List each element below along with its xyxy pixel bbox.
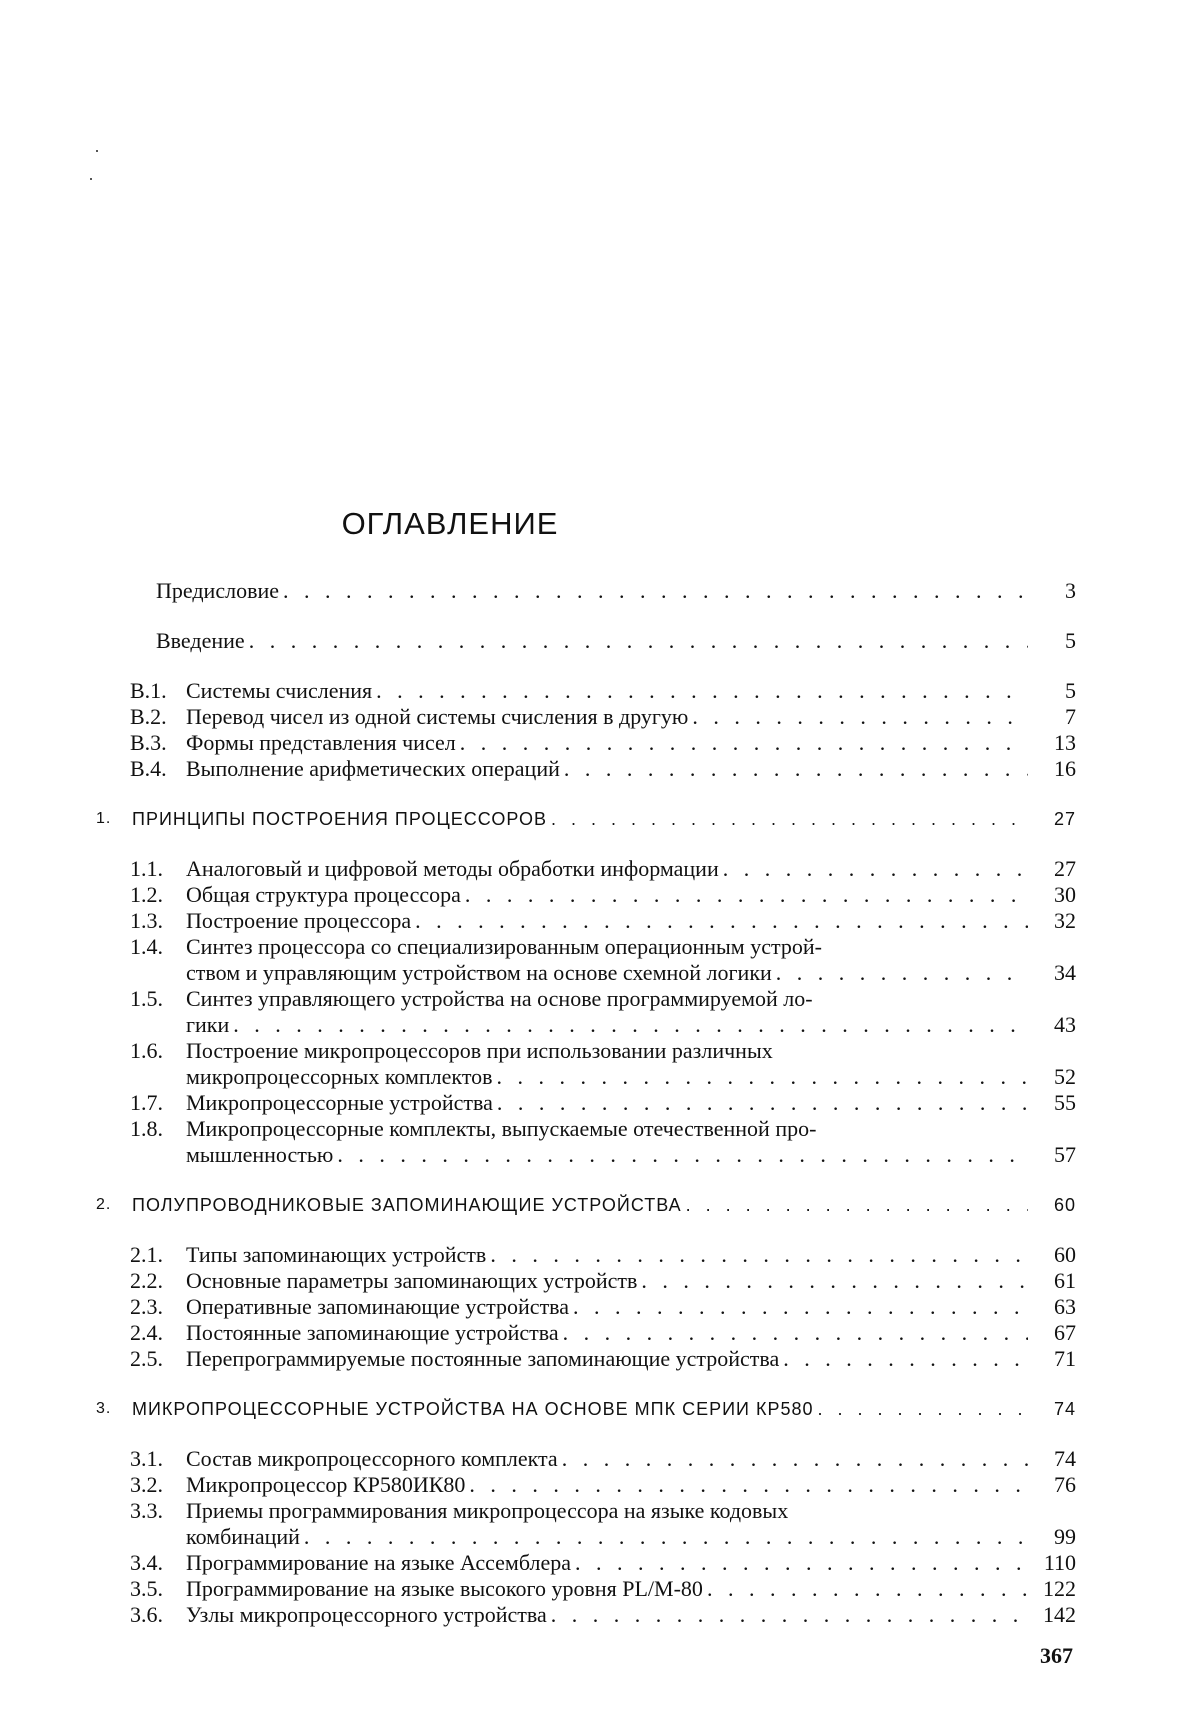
toc-entry-number: 2.5.: [130, 1346, 163, 1371]
dot-leader: [469, 1472, 1028, 1498]
toc-entry-number: 2.2.: [130, 1268, 163, 1293]
dot-leader: [573, 1294, 1028, 1320]
toc-entry-title-cont: комбинаций: [186, 1524, 300, 1549]
toc-entry-number: 1.8.: [130, 1116, 163, 1141]
dot-leader: [641, 1268, 1028, 1294]
dot-leader: [723, 856, 1028, 882]
toc-entry-page: 71: [1054, 1346, 1076, 1371]
toc-entry-number: 3.3.: [130, 1498, 163, 1523]
toc-entry-title: Приемы программирования микропроцессора на языке кодовых: [186, 1498, 789, 1523]
toc-entry-page: 99: [1054, 1524, 1076, 1549]
toc-entry-number: В.1.: [130, 678, 167, 703]
dot-leader: [776, 960, 1028, 986]
toc-entry-page: 60: [1053, 1195, 1076, 1215]
toc-entry-page: 30: [1054, 882, 1076, 907]
toc-entry-page: 27: [1054, 856, 1076, 881]
toc-entry-title-cont: мышленностью: [186, 1142, 334, 1167]
toc-entry-number: 2.3.: [130, 1294, 163, 1319]
toc-entry: [96, 756, 1076, 782]
toc-entry-page: 61: [1054, 1268, 1076, 1293]
dot-leader: [564, 756, 1028, 782]
toc-entry: [96, 1550, 1076, 1576]
dot-leader: [304, 1524, 1028, 1550]
dot-leader: [249, 628, 1028, 654]
scan-speck: [90, 178, 92, 180]
toc-entry-number: 2.: [96, 1196, 112, 1213]
dot-leader: [783, 1346, 1028, 1372]
toc-entry-page: 34: [1054, 960, 1076, 985]
toc-entry-continuation: [96, 1012, 1076, 1038]
toc-entry-title: Постоянные запоминающие устройства: [186, 1320, 559, 1345]
toc-entry-page: 76: [1054, 1472, 1076, 1497]
dot-leader: [415, 908, 1028, 934]
toc-entry-number: 2.1.: [130, 1242, 163, 1267]
toc-entry-title: Микропроцессор КР580ИК80: [186, 1472, 466, 1497]
toc-entry: [96, 882, 1076, 908]
toc-entry-continuation: [96, 1524, 1076, 1550]
page-title: ОГЛАВЛЕНИЕ: [341, 506, 559, 541]
toc-entry-title: Аналоговый и цифровой методы обработки информации: [186, 856, 719, 881]
toc-entry-page: 74: [1053, 1399, 1076, 1419]
toc-entry: [96, 856, 1076, 882]
dot-leader: [233, 1012, 1028, 1038]
toc-entry-title: Общая структура процессора: [186, 882, 461, 907]
toc-entry-number: 1.3.: [130, 908, 163, 933]
toc-entry-number: В.4.: [130, 756, 167, 781]
toc-entry-page: 63: [1054, 1294, 1076, 1319]
toc-entry: [96, 1498, 1076, 1524]
toc-entry: [96, 934, 1076, 960]
toc-entry-title: Введение: [156, 628, 245, 653]
toc-entry-page: 5: [1065, 678, 1076, 703]
toc-entry-page: 57: [1054, 1142, 1076, 1167]
toc-entry-page: 3: [1065, 578, 1076, 603]
toc-entry: [96, 1576, 1076, 1602]
dot-leader: [707, 1576, 1028, 1602]
toc-entry-title: Основные параметры запоминающих устройств: [186, 1268, 638, 1293]
toc-entry-title: МИКРОПРОЦЕССОРНЫЕ УСТРОЙСТВА НА ОСНОВЕ МПК СЕРИИ КР580: [132, 1399, 814, 1419]
toc-entry: [96, 704, 1076, 730]
dot-leader: [283, 578, 1028, 604]
toc-entry-number: 3.2.: [130, 1472, 163, 1497]
dot-leader: [490, 1242, 1028, 1268]
toc-entry-continuation: [96, 1142, 1076, 1168]
toc-entry-page: 16: [1054, 756, 1076, 781]
toc-entry-number: 1.2.: [130, 882, 163, 907]
toc-entry-number: 3.4.: [130, 1550, 163, 1575]
toc-entry-number: 1.: [96, 810, 112, 827]
toc-entry: [96, 806, 1076, 832]
scan-speck: [96, 150, 98, 152]
toc-entry-page: 74: [1054, 1446, 1076, 1471]
dot-leader: [562, 1446, 1028, 1472]
toc-entry-title: Предисловие: [156, 578, 279, 603]
toc-entry-number: 1.7.: [130, 1090, 163, 1115]
toc-entry-title-cont: гики: [186, 1012, 230, 1037]
toc-entry-page: 142: [1043, 1602, 1076, 1627]
toc-entry-page: 122: [1043, 1576, 1076, 1601]
dot-leader: [575, 1550, 1028, 1576]
toc-entry: [96, 1446, 1076, 1472]
toc-entry: [96, 1602, 1076, 1628]
toc-entry-number: 3.: [96, 1400, 112, 1417]
dot-leader: [692, 704, 1028, 730]
dot-leader: [563, 1320, 1028, 1346]
toc-entry: [96, 1320, 1076, 1346]
toc-entry-page: 110: [1043, 1550, 1076, 1575]
toc-entry-title: Микропроцессорные устройства: [186, 1090, 493, 1115]
toc-entry-continuation: [96, 960, 1076, 986]
toc-entry-title: Оперативные запоминающие устройства: [186, 1294, 570, 1319]
toc-entry-title: Синтез процессора со специализированным операционным устрой-: [186, 934, 822, 959]
toc-entry-title: Типы запоминающих устройств: [186, 1242, 487, 1267]
dot-leader: [551, 1602, 1028, 1628]
toc-entry-number: 1.5.: [130, 986, 163, 1011]
toc-entry-page: 7: [1065, 704, 1076, 729]
toc-entry: [96, 1268, 1076, 1294]
toc-entry: [96, 908, 1076, 934]
toc-entry-title-cont: ством и управляющим устройством на основе схемной логики: [186, 960, 772, 985]
dot-leader: [686, 1192, 1028, 1218]
toc-entry-number: В.2.: [130, 704, 167, 729]
toc-entry-number: 1.4.: [130, 934, 163, 959]
dot-leader: [376, 678, 1028, 704]
toc-entry-page: 60: [1054, 1242, 1076, 1267]
toc-entry: [96, 578, 1076, 604]
dot-leader: [497, 1064, 1028, 1090]
page-number: 367: [1040, 1643, 1073, 1668]
toc-entry-title: Синтез управляющего устройства на основе программируемой ло-: [186, 986, 813, 1011]
toc-entry: [96, 1116, 1076, 1142]
toc-entry-page: 13: [1054, 730, 1076, 755]
toc-entry: [96, 1090, 1076, 1116]
toc-entry-number: 1.6.: [130, 1038, 163, 1063]
toc-entry-number: 3.5.: [130, 1576, 163, 1601]
toc-entry-number: 3.6.: [130, 1602, 163, 1627]
dot-leader: [465, 882, 1028, 908]
toc-entry: [96, 1242, 1076, 1268]
toc-entry: [96, 1038, 1076, 1064]
toc-entry-page: 27: [1053, 809, 1076, 829]
table-of-contents: [96, 578, 1076, 1628]
toc-entry: [96, 1192, 1076, 1218]
toc-entry-title: Построение микропроцессоров при использовании различных: [186, 1038, 773, 1063]
toc-entry-title: Перевод чисел из одной системы счисления в другую: [186, 704, 689, 729]
toc-entry: [96, 986, 1076, 1012]
toc-entry-title: Программирование на языке высокого уровня PL/M-80: [186, 1576, 703, 1601]
toc-entry-title: ПОЛУПРОВОДНИКОВЫЕ ЗАПОМИНАЮЩИЕ УСТРОЙСТВА: [132, 1195, 682, 1215]
toc-entry-title: ПРИНЦИПЫ ПОСТРОЕНИЯ ПРОЦЕССОРОВ: [132, 809, 547, 829]
toc-entry: [96, 1294, 1076, 1320]
toc-entry: [96, 730, 1076, 756]
toc-entry: [96, 1346, 1076, 1372]
toc-entry-title: Узлы микропроцессорного устройства: [186, 1602, 547, 1627]
toc-entry-page: 52: [1054, 1064, 1076, 1089]
dot-leader: [818, 1396, 1029, 1422]
toc-entry-page: 55: [1054, 1090, 1076, 1115]
toc-entry-title: Микропроцессорные комплекты, выпускаемые отечественной про-: [186, 1116, 817, 1141]
toc-entry-number: 3.1.: [130, 1446, 163, 1471]
toc-entry-title: Состав микропроцессорного комплекта: [186, 1446, 558, 1471]
toc-entry-title: Формы представления чисел: [186, 730, 456, 755]
dot-leader: [337, 1142, 1028, 1168]
toc-entry-page: 67: [1054, 1320, 1076, 1345]
toc-entry-continuation: [96, 1064, 1076, 1090]
toc-entry: [96, 1472, 1076, 1498]
toc-entry-title: Системы счисления: [186, 678, 373, 703]
toc-entry-title-cont: микропроцессорных комплектов: [186, 1064, 493, 1089]
toc-entry-page: 32: [1054, 908, 1076, 933]
toc-entry: [96, 628, 1076, 654]
toc-entry: [96, 1396, 1076, 1422]
toc-entry-title: Выполнение арифметических операций: [186, 756, 560, 781]
toc-entry-number: В.3.: [130, 730, 167, 755]
toc-entry: [96, 678, 1076, 704]
toc-entry-page: 5: [1065, 628, 1076, 653]
toc-entry-title: Программирование на языке Ассемблера: [186, 1550, 571, 1575]
dot-leader: [551, 806, 1028, 832]
toc-entry-page: 43: [1054, 1012, 1076, 1037]
toc-entry-number: 2.4.: [130, 1320, 163, 1345]
toc-entry-number: 1.1.: [130, 856, 163, 881]
dot-leader: [497, 1090, 1028, 1116]
toc-entry-title: Построение процессора: [186, 908, 412, 933]
toc-entry-title: Перепрограммируемые постоянные запоминающие устройства: [186, 1346, 780, 1371]
dot-leader: [460, 730, 1028, 756]
